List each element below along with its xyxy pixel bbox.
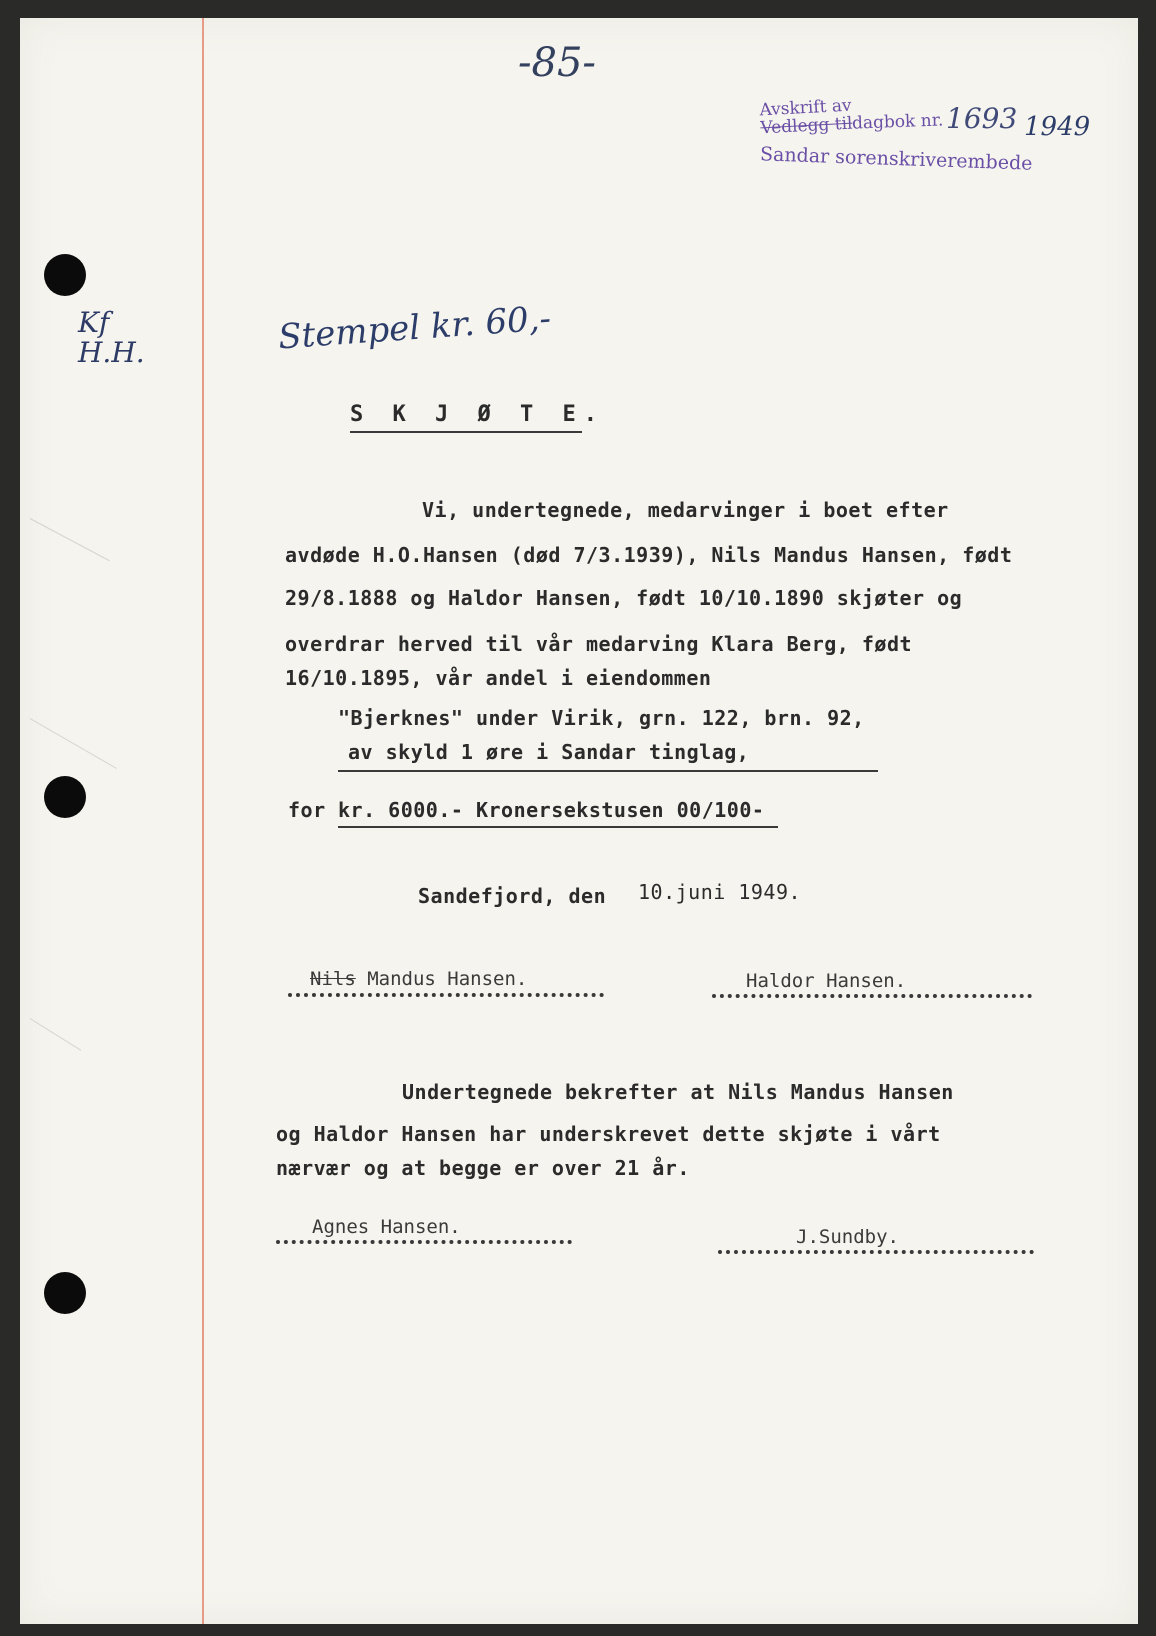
witness-line-right: [718, 1250, 1034, 1254]
witness-right: J.Sundby.: [796, 1226, 899, 1248]
stamp-office: Sandar sorenskriverembede: [759, 143, 1033, 175]
title-underline: [350, 431, 582, 433]
punch-hole: [44, 1272, 86, 1314]
margin-initials: [78, 308, 145, 368]
margin-line: [202, 18, 204, 1624]
registry-stamp: [759, 95, 1100, 198]
signature-right: Haldor Hansen.: [746, 970, 907, 992]
stamp-year-text: 1949: [1024, 112, 1091, 142]
body-line-7: av skyld 1 øre i Sandar tinglag,: [348, 740, 750, 764]
pencil-mark: [30, 718, 117, 769]
place: Sandefjord, den: [418, 884, 607, 908]
pencil-mark: [30, 1018, 81, 1051]
document-title: S K J Ø T E.: [350, 402, 605, 427]
signature-line-right: [712, 994, 1032, 998]
signature-left: [310, 968, 527, 990]
body-line-6: "Bjerknes" under Virik, grn. 122, brn. 92,: [338, 706, 865, 730]
property-underline: [338, 770, 878, 772]
signature-left-rest: Mandus Hansen.: [355, 968, 528, 990]
initials-line-1: Kf: [78, 306, 110, 339]
witness-line-3: nærvær og at begge er over 21 år.: [276, 1156, 690, 1180]
punch-hole: [44, 254, 86, 296]
stamp-line-vedlegg: Vedlegg til: [760, 113, 853, 139]
body-line-2: avdøde H.O.Hansen (død 7/3.1939), Nils Mandus Hansen, født: [285, 543, 1013, 567]
body-line-3: 29/8.1888 og Haldor Hansen, født 10/10.1890 skjøter og: [285, 586, 963, 610]
price-prefix: for: [288, 798, 326, 822]
witness-left: Agnes Hansen.: [312, 1216, 461, 1238]
body-line-5: 16/10.1895, vår andel i eiendommen: [285, 666, 712, 690]
stamp-line-avskrift: Avskrift av: [759, 95, 853, 121]
page-number: -85-: [518, 40, 596, 86]
stamp-number: 1693: [946, 102, 1018, 135]
price-amount: kr. 6000.- Kronersekstusen 00/100-: [338, 798, 765, 822]
stamp-fee: Stempel kr. 60,-: [276, 298, 553, 358]
body-line-1: Vi, undertegnede, medarvinger i boet efter: [422, 498, 949, 522]
signature-line-left: [288, 993, 604, 997]
signature-left-struck: Nils: [310, 968, 356, 990]
witness-line-left: [276, 1240, 572, 1244]
body-line-4: overdrar herved til vår medarving Klara Berg, født: [285, 632, 913, 656]
pencil-mark: [30, 518, 110, 561]
punch-hole: [44, 776, 86, 818]
stamp-year: [1024, 112, 1090, 142]
witness-line-2: og Haldor Hansen har underskrevet dette skjøte i vårt: [276, 1122, 941, 1146]
price-underline: [338, 826, 778, 828]
initials-line-2: H.H.: [78, 336, 145, 369]
date: 10.juni 1949.: [638, 880, 802, 904]
witness-line-1: Undertegnede bekrefter at Nils Mandus Hansen: [402, 1080, 954, 1104]
document-page: [20, 18, 1138, 1624]
stamp-dagbok-label: dagbok nr.: [851, 110, 944, 134]
